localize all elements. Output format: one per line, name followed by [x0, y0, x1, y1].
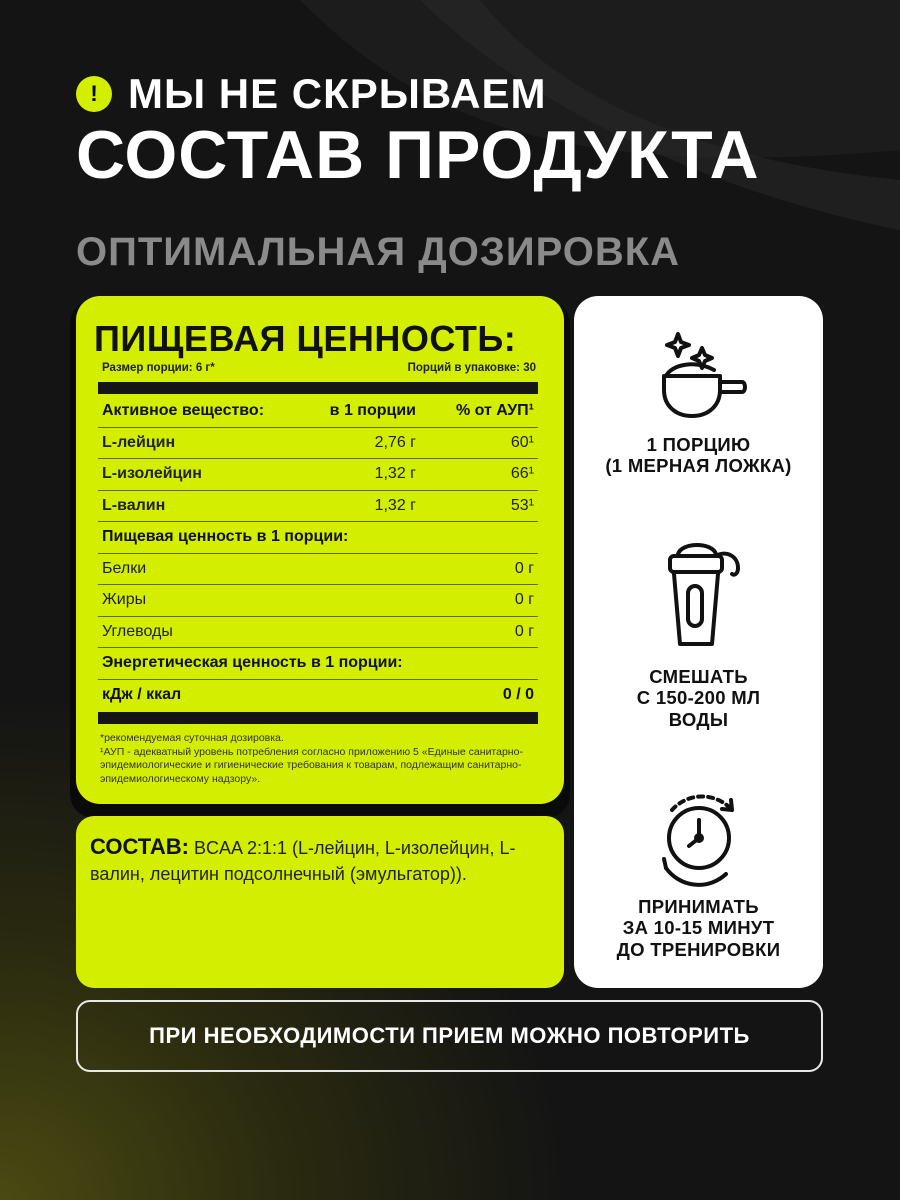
col-header-per-serving: в 1 порции — [329, 402, 416, 420]
table-header-row — [98, 396, 538, 428]
composition-card — [76, 816, 564, 988]
serving-size: Размер порции: 6 г* — [102, 362, 215, 374]
macro-value: 0 г — [514, 559, 534, 577]
clock-icon — [644, 788, 754, 888]
active-percent: 66¹ — [510, 465, 534, 483]
active-name: L-валин — [102, 496, 166, 514]
macro-name: Жиры — [102, 591, 147, 609]
energy-value: 0 / 0 — [502, 686, 534, 704]
nutrition-table — [98, 396, 538, 711]
composition-text — [90, 832, 546, 886]
subtitle: ОПТИМАЛЬНАЯ ДОЗИРОВКА — [76, 230, 681, 274]
active-amount: 1,32 г — [374, 496, 416, 514]
energy-name: кДж / ккал — [102, 686, 182, 704]
nutrition-card — [76, 296, 564, 804]
active-amount: 2,76 г — [374, 433, 416, 451]
table-row — [98, 459, 538, 491]
macro-name: Белки — [102, 559, 147, 577]
shaker-icon — [644, 534, 754, 654]
serving-meta — [102, 362, 536, 374]
header — [76, 70, 760, 191]
step-dose-line1: 1 ПОРЦИЮ — [646, 434, 751, 455]
active-percent: 60¹ — [510, 433, 534, 451]
exclamation-icon: ! — [76, 76, 112, 112]
macro-value: 0 г — [514, 622, 534, 640]
divider-bottom — [98, 712, 538, 724]
step-timing-line2: ЗА 10-15 МИНУТ — [622, 917, 775, 939]
table-row — [98, 617, 538, 649]
table-row — [98, 491, 538, 523]
step-mix-line1: СМЕШАТЬ — [649, 666, 748, 687]
col-header-percent: % от АУП¹ — [455, 402, 534, 420]
active-amount: 1,32 г — [374, 465, 416, 483]
energy-header — [98, 648, 538, 680]
active-percent: 53¹ — [510, 496, 534, 514]
table-row — [98, 680, 538, 712]
step-dose — [574, 326, 823, 477]
headline-line1: МЫ НЕ СКРЫВАЕМ — [128, 70, 547, 117]
footnotes — [100, 732, 534, 787]
energy-header-label: Энергетическая ценность в 1 порции: — [102, 654, 403, 672]
step-mix-line3: ВОДЫ — [668, 708, 729, 730]
table-row — [98, 428, 538, 460]
per-serving-label: Пищевая ценность в 1 порции: — [102, 528, 349, 546]
step-timing-line1: ПРИНИМАТЬ — [638, 896, 759, 917]
active-name: L-лейцин — [102, 433, 176, 451]
scoop-icon — [644, 326, 754, 426]
headline-line2: СОСТАВ ПРОДУКТА — [76, 117, 760, 193]
step-timing-line3: ДО ТРЕНИРОВКИ — [616, 938, 781, 960]
macro-value: 0 г — [514, 591, 534, 609]
step-mix-line2: С 150-200 МЛ — [636, 687, 761, 709]
table-row — [98, 585, 538, 617]
active-name: L-изолейцин — [102, 465, 202, 483]
divider-top — [98, 382, 538, 394]
composition-ingredients: BCAA 2:1:1 (L-лейцин, L-изолейцин, L-валин, лецитин подсолнечный (эмульгатор)). — [90, 838, 516, 884]
composition-label: СОСТАВ: — [90, 834, 189, 859]
instructions-card — [574, 296, 823, 988]
repeat-note-button: ПРИ НЕОБХОДИМОСТИ ПРИЕМ МОЖНО ПОВТОРИТЬ — [76, 1000, 823, 1072]
step-timing — [574, 788, 823, 960]
col-header-active: Активное вещество: — [102, 402, 265, 420]
footnote-dose: *рекомендуемая суточная дозировка. — [100, 732, 284, 744]
step-dose-line2: (1 МЕРНАЯ ЛОЖКА) — [605, 455, 792, 477]
servings-per-pack: Порций в упаковке: 30 — [407, 362, 536, 374]
footnote-aup: ¹АУП - адекватный уровень потребления согласно приложению 5 «Единые санитарно-эпидемиологические и гигиенические требования к товарам, подлежащим санитарно-эпидемиологическому надзору». — [100, 745, 523, 785]
nutrition-title: ПИЩЕВАЯ ЦЕННОСТЬ: — [94, 318, 517, 359]
step-mix — [574, 534, 823, 730]
per-serving-header — [98, 522, 538, 554]
table-row — [98, 554, 538, 586]
macro-name: Углеводы — [102, 622, 173, 640]
